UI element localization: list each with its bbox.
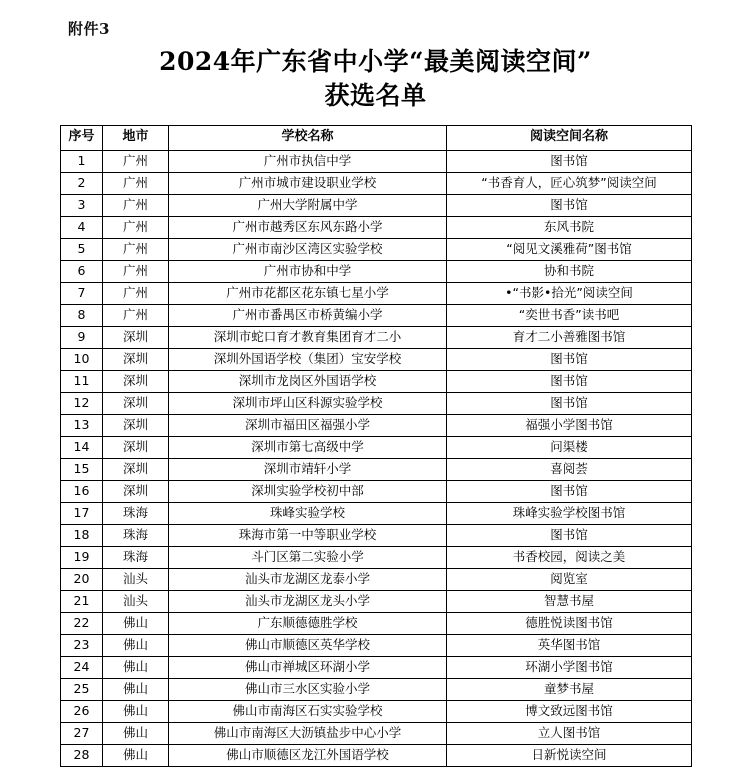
cell-school: 广东顺德德胜学校 bbox=[169, 612, 447, 634]
cell-city: 深圳 bbox=[103, 348, 169, 370]
cell-city: 佛山 bbox=[103, 678, 169, 700]
table-row bbox=[61, 656, 692, 678]
cell-school: 广州市番禺区市桥黄编小学 bbox=[169, 304, 447, 326]
cell-space: 阅览室 bbox=[447, 568, 692, 590]
cell-city: 深圳 bbox=[103, 392, 169, 414]
cell-school: 佛山市南海区大沥镇盐步中心小学 bbox=[169, 722, 447, 744]
table-row bbox=[61, 260, 692, 282]
cell-seq: 12 bbox=[61, 392, 103, 414]
cell-seq: 21 bbox=[61, 590, 103, 612]
cell-space: 问渠楼 bbox=[447, 436, 692, 458]
cell-seq: 7 bbox=[61, 282, 103, 304]
cell-city: 广州 bbox=[103, 260, 169, 282]
cell-school: 广州市协和中学 bbox=[169, 260, 447, 282]
table-row bbox=[61, 172, 692, 194]
roster-table bbox=[60, 125, 692, 767]
cell-space: “阅见文溪雅荷”图书馆 bbox=[447, 238, 692, 260]
table-row bbox=[61, 502, 692, 524]
cell-city: 佛山 bbox=[103, 612, 169, 634]
cell-city: 广州 bbox=[103, 282, 169, 304]
page-title-line-1: 2024年广东省中小学“最美阅读空间” bbox=[159, 47, 592, 76]
table-row bbox=[61, 326, 692, 348]
cell-seq: 18 bbox=[61, 524, 103, 546]
cell-space: 图书馆 bbox=[447, 524, 692, 546]
cell-seq: 20 bbox=[61, 568, 103, 590]
cell-seq: 15 bbox=[61, 458, 103, 480]
cell-school: 佛山市三水区实验小学 bbox=[169, 678, 447, 700]
cell-space: 日新悦读空间 bbox=[447, 744, 692, 766]
cell-school: 广州市越秀区东风东路小学 bbox=[169, 216, 447, 238]
page-title-line-2: 获选名单 bbox=[324, 80, 427, 110]
cell-space: 图书馆 bbox=[447, 348, 692, 370]
table-body bbox=[61, 150, 692, 766]
cell-city: 深圳 bbox=[103, 326, 169, 348]
cell-space: 博文致远图书馆 bbox=[447, 700, 692, 722]
cell-school: 广州大学附属中学 bbox=[169, 194, 447, 216]
cell-city: 佛山 bbox=[103, 656, 169, 678]
cell-school: 深圳市龙岗区外国语学校 bbox=[169, 370, 447, 392]
cell-seq: 28 bbox=[61, 744, 103, 766]
cell-school: 汕头市龙湖区龙泰小学 bbox=[169, 568, 447, 590]
cell-city: 佛山 bbox=[103, 700, 169, 722]
cell-school: 汕头市龙湖区龙头小学 bbox=[169, 590, 447, 612]
table-row bbox=[61, 304, 692, 326]
cell-city: 珠海 bbox=[103, 524, 169, 546]
cell-space: •“书影•拾光”阅读空间 bbox=[447, 282, 692, 304]
cell-seq: 25 bbox=[61, 678, 103, 700]
cell-school: 佛山市禅城区环湖小学 bbox=[169, 656, 447, 678]
cell-seq: 4 bbox=[61, 216, 103, 238]
cell-space: 德胜悦读图书馆 bbox=[447, 612, 692, 634]
cell-city: 广州 bbox=[103, 172, 169, 194]
column-header-seq: 序号 bbox=[61, 125, 103, 150]
cell-city: 佛山 bbox=[103, 634, 169, 656]
table-row bbox=[61, 414, 692, 436]
table-row bbox=[61, 348, 692, 370]
cell-school: 深圳市福田区福强小学 bbox=[169, 414, 447, 436]
cell-school: 深圳市蛇口育才教育集团育才二小 bbox=[169, 326, 447, 348]
cell-seq: 19 bbox=[61, 546, 103, 568]
cell-school: 广州市城市建设职业学校 bbox=[169, 172, 447, 194]
cell-city: 广州 bbox=[103, 194, 169, 216]
cell-school: 斗门区第二实验小学 bbox=[169, 546, 447, 568]
cell-seq: 3 bbox=[61, 194, 103, 216]
table-row bbox=[61, 238, 692, 260]
cell-seq: 9 bbox=[61, 326, 103, 348]
cell-seq: 14 bbox=[61, 436, 103, 458]
cell-city: 广州 bbox=[103, 216, 169, 238]
cell-school: 深圳市第七高级中学 bbox=[169, 436, 447, 458]
column-header-city: 地市 bbox=[103, 125, 169, 150]
cell-space: “奕世书香”读书吧 bbox=[447, 304, 692, 326]
column-header-space: 阅读空间名称 bbox=[447, 125, 692, 150]
cell-seq: 16 bbox=[61, 480, 103, 502]
cell-seq: 27 bbox=[61, 722, 103, 744]
cell-space: 福强小学图书馆 bbox=[447, 414, 692, 436]
table-row bbox=[61, 150, 692, 172]
cell-city: 珠海 bbox=[103, 502, 169, 524]
cell-space: 智慧书屋 bbox=[447, 590, 692, 612]
cell-city: 广州 bbox=[103, 238, 169, 260]
cell-space: 育才二小善雅图书馆 bbox=[447, 326, 692, 348]
cell-seq: 10 bbox=[61, 348, 103, 370]
column-header-school: 学校名称 bbox=[169, 125, 447, 150]
cell-seq: 13 bbox=[61, 414, 103, 436]
table-row bbox=[61, 612, 692, 634]
cell-seq: 23 bbox=[61, 634, 103, 656]
cell-space: 图书馆 bbox=[447, 480, 692, 502]
cell-school: 广州市南沙区湾区实验学校 bbox=[169, 238, 447, 260]
cell-city: 珠海 bbox=[103, 546, 169, 568]
cell-seq: 24 bbox=[61, 656, 103, 678]
cell-school: 佛山市顺德区英华学校 bbox=[169, 634, 447, 656]
cell-city: 深圳 bbox=[103, 480, 169, 502]
cell-city: 深圳 bbox=[103, 458, 169, 480]
cell-space: 英华图书馆 bbox=[447, 634, 692, 656]
cell-seq: 17 bbox=[61, 502, 103, 524]
table-row bbox=[61, 634, 692, 656]
cell-space: “书香育人，匠心筑梦”阅读空间 bbox=[447, 172, 692, 194]
cell-city: 汕头 bbox=[103, 568, 169, 590]
cell-space: 图书馆 bbox=[447, 150, 692, 172]
cell-school: 佛山市顺德区龙江外国语学校 bbox=[169, 744, 447, 766]
cell-seq: 5 bbox=[61, 238, 103, 260]
cell-space: 东风书院 bbox=[447, 216, 692, 238]
cell-city: 佛山 bbox=[103, 722, 169, 744]
cell-school: 广州市执信中学 bbox=[169, 150, 447, 172]
table-header-row bbox=[61, 125, 692, 150]
cell-city: 广州 bbox=[103, 150, 169, 172]
table-row bbox=[61, 744, 692, 766]
cell-space: 喜阅荟 bbox=[447, 458, 692, 480]
table-row bbox=[61, 480, 692, 502]
cell-space: 图书馆 bbox=[447, 194, 692, 216]
table-row bbox=[61, 568, 692, 590]
table-row bbox=[61, 722, 692, 744]
cell-school: 深圳外国语学校（集团）宝安学校 bbox=[169, 348, 447, 370]
cell-city: 佛山 bbox=[103, 744, 169, 766]
cell-space: 珠峰实验学校图书馆 bbox=[447, 502, 692, 524]
table-row bbox=[61, 194, 692, 216]
cell-city: 深圳 bbox=[103, 370, 169, 392]
table-row bbox=[61, 392, 692, 414]
table-row bbox=[61, 678, 692, 700]
table-row bbox=[61, 546, 692, 568]
table-row bbox=[61, 590, 692, 612]
cell-space: 环湖小学图书馆 bbox=[447, 656, 692, 678]
cell-seq: 2 bbox=[61, 172, 103, 194]
cell-seq: 1 bbox=[61, 150, 103, 172]
attachment-label: 附件3 bbox=[68, 20, 110, 38]
cell-city: 深圳 bbox=[103, 414, 169, 436]
cell-seq: 11 bbox=[61, 370, 103, 392]
cell-seq: 8 bbox=[61, 304, 103, 326]
cell-city: 广州 bbox=[103, 304, 169, 326]
cell-school: 珠峰实验学校 bbox=[169, 502, 447, 524]
cell-school: 广州市花都区花东镇七星小学 bbox=[169, 282, 447, 304]
cell-seq: 6 bbox=[61, 260, 103, 282]
cell-space: 童梦书屋 bbox=[447, 678, 692, 700]
cell-school: 珠海市第一中等职业学校 bbox=[169, 524, 447, 546]
cell-school: 深圳市坪山区科源实验学校 bbox=[169, 392, 447, 414]
table-row bbox=[61, 370, 692, 392]
table-row bbox=[61, 700, 692, 722]
cell-space: 协和书院 bbox=[447, 260, 692, 282]
table-row bbox=[61, 524, 692, 546]
table-row bbox=[61, 216, 692, 238]
cell-school: 深圳市靖轩小学 bbox=[169, 458, 447, 480]
table-row bbox=[61, 282, 692, 304]
cell-city: 深圳 bbox=[103, 436, 169, 458]
table-row bbox=[61, 436, 692, 458]
cell-city: 汕头 bbox=[103, 590, 169, 612]
cell-seq: 26 bbox=[61, 700, 103, 722]
page-title bbox=[60, 45, 691, 113]
cell-space: 图书馆 bbox=[447, 370, 692, 392]
cell-space: 立人图书馆 bbox=[447, 722, 692, 744]
cell-space: 图书馆 bbox=[447, 392, 692, 414]
cell-school: 佛山市南海区石实实验学校 bbox=[169, 700, 447, 722]
table-row bbox=[61, 458, 692, 480]
cell-seq: 22 bbox=[61, 612, 103, 634]
cell-space: 书香校园，阅读之美 bbox=[447, 546, 692, 568]
cell-school: 深圳实验学校初中部 bbox=[169, 480, 447, 502]
